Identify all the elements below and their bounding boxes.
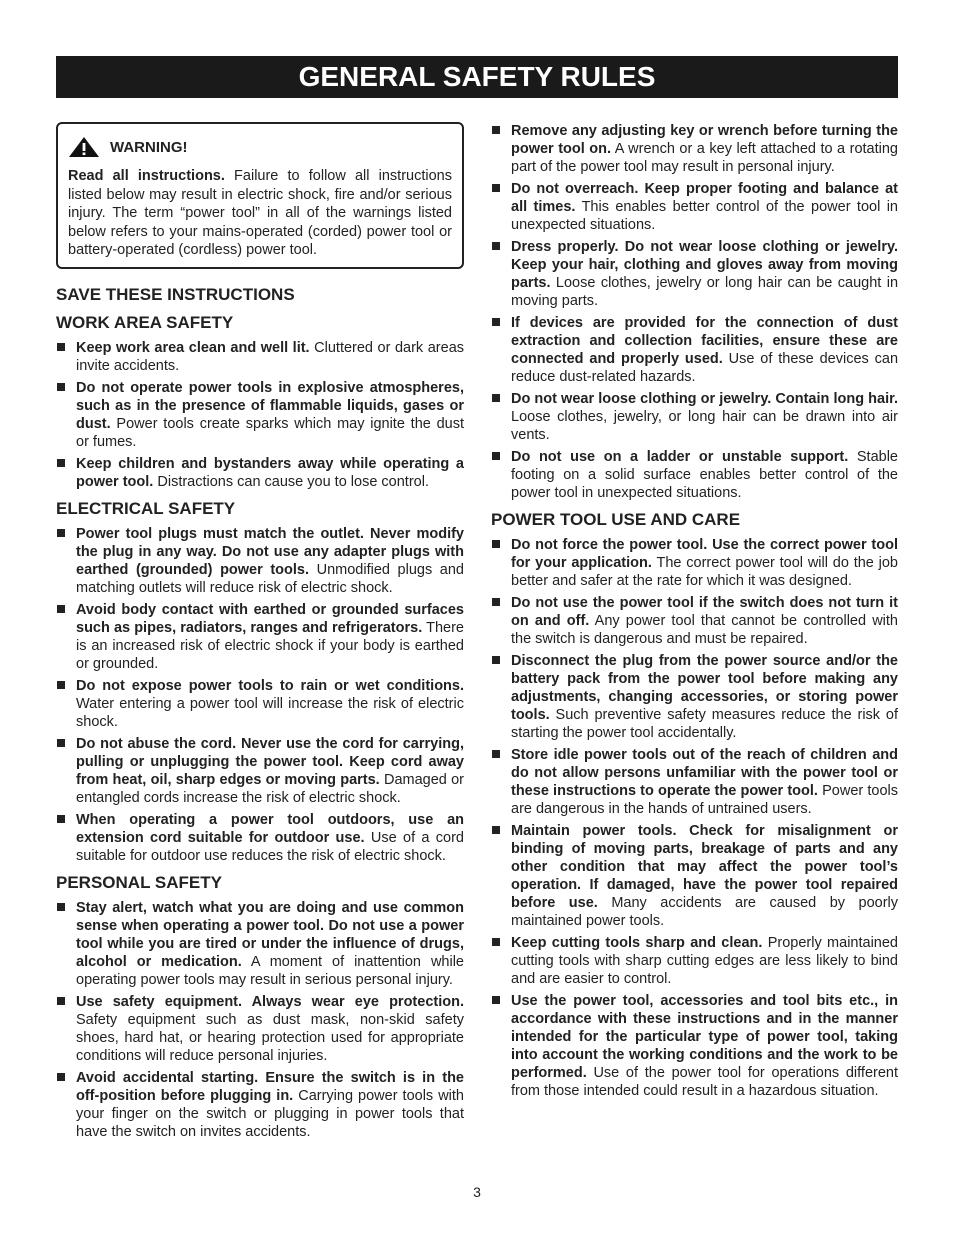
bullet-square-icon [492, 826, 500, 834]
page-title: GENERAL SAFETY RULES [298, 61, 656, 92]
rule-lead: Power tool plugs must match the outlet. Never modify the plug in any way. Do not use any adapter plugs with earthed (grounded) power tools. [76, 525, 464, 578]
rule-text: Loose clothes, jewelry, or long hair can be drawn into air vents. [511, 409, 898, 443]
work-area-rule [56, 455, 464, 491]
use-care-rule [491, 992, 898, 1100]
use-care-heading: POWER TOOL USE AND CARE [491, 510, 741, 529]
left-column [56, 122, 464, 1149]
rule-text: Use of a cord suitable for outdoor use reduces the risk of electric shock. [76, 829, 464, 864]
rule-lead: Do not use the power tool if the switch does not turn it on and off. [511, 595, 898, 629]
bullet-square-icon [57, 605, 65, 613]
rule-lead: Do not wear loose clothing or jewelry. Contain long hair. [511, 391, 898, 407]
rule-text: Carrying power tools with your finger on the switch or plugging in power tools that have the switch on invites accidents. [76, 1087, 464, 1140]
personal-rule [491, 390, 898, 444]
personal-heading: PERSONAL SAFETY [56, 872, 222, 892]
rule-text: The correct power tool will do the job better and safer at the rate for which it was designed. [511, 555, 898, 589]
right-column [491, 122, 898, 1108]
bullet-square-icon [492, 750, 500, 758]
work-area-heading: WORK AREA SAFETY [56, 312, 234, 332]
electrical-rule [56, 811, 464, 865]
rule-lead: Store idle power tools out of the reach of children and do not allow persons unfamiliar with the power tool or these instructions to operate the power tool. [511, 747, 898, 799]
rule-text: Damaged or entangled cords increase the risk of electric shock. [76, 771, 465, 806]
rule-lead: Do not operate power tools in explosive atmospheres, such as in the presence of flammable liquids, gases or dust. [76, 379, 464, 432]
personal-rule [56, 993, 464, 1065]
warning-title: WARNING! [110, 138, 188, 156]
bullet-square-icon [57, 529, 65, 537]
warning-triangle-icon [68, 136, 100, 158]
use-care-list [491, 536, 898, 1100]
personal-continued-list [491, 122, 898, 502]
bullet-square-icon [57, 1073, 65, 1081]
warning-box [56, 122, 464, 269]
rule-text: Loose clothes, jewelry or long hair can be caught in moving parts. [511, 275, 899, 309]
use-care-rule [491, 934, 898, 988]
rule-text: Properly maintained cutting tools with sharp cutting edges are less likely to bind and are easier to control. [511, 935, 898, 987]
rule-text: Unmodified plugs and matching outlets will reduce risk of electric shock. [76, 561, 464, 596]
warning-text [68, 167, 452, 260]
warning-lead: Read all instructions. [68, 168, 225, 184]
bullet-square-icon [492, 242, 500, 250]
bullet-square-icon [57, 343, 65, 351]
rule-text: Safety equipment such as dust mask, non-skid safety shoes, hard hat, or hearing protection used for appropriate conditions will reduce personal injuries. [76, 1011, 464, 1064]
electrical-rule [56, 735, 464, 807]
rule-lead: Disconnect the plug from the power source and/or the battery pack from the power tool before making any adjustments, changing accessories, or storing power tools. [511, 653, 898, 723]
rule-text: Use of the power tool for operations different from those intended could result in a hazardous situation. [511, 1065, 899, 1099]
rule-text: Use of these devices can reduce dust-related hazards. [511, 351, 899, 385]
personal-rule [56, 899, 464, 989]
rule-lead: Do not abuse the cord. Never use the cord for carrying, pulling or unplugging the power tool. Keep cord away from heat, oil, sharp edges or moving parts. [76, 735, 464, 788]
rule-lead: Avoid body contact with earthed or grounded surfaces such as pipes, radiators, ranges and refrigerators. [76, 601, 464, 636]
warning-header [68, 136, 452, 158]
bullet-square-icon [492, 656, 500, 664]
rule-lead: Use safety equipment. Always wear eye protection. [76, 993, 464, 1010]
rule-text: There is an increased risk of electric shock if your body is earthed or grounded. [76, 619, 464, 672]
bullet-square-icon [57, 903, 65, 911]
electrical-rule [56, 525, 464, 597]
save-instructions-heading: SAVE THESE INSTRUCTIONS [56, 284, 295, 304]
bullet-square-icon [492, 452, 500, 460]
work-area-rule [56, 379, 464, 451]
bullet-square-icon [492, 938, 500, 946]
rule-text: Stable footing on a solid surface enables better control of the power tool in unexpected situations. [511, 449, 898, 501]
rule-text: Power tools create sparks which may ignite the dust or fumes. [76, 415, 465, 450]
personal-rule [491, 238, 898, 310]
rule-lead: Stay alert, watch what you are doing and use common sense when operating a power tool. Do not use a power tool while you are tired or under the influence of drugs, alcohol or medication. [76, 899, 464, 970]
rule-lead: Keep work area clean and well lit. [76, 339, 310, 356]
page-number: 3 [473, 1184, 481, 1200]
personal-rule [491, 180, 898, 234]
personal-rule [491, 314, 898, 386]
bullet-square-icon [492, 394, 500, 402]
use-care-rule [491, 594, 898, 648]
rule-lead: Remove any adjusting key or wrench before turning the power tool on. [511, 123, 898, 157]
bullet-square-icon [492, 318, 500, 326]
electrical-rule [56, 677, 464, 731]
personal-rule [56, 1069, 464, 1141]
bullet-square-icon [492, 598, 500, 606]
bullet-square-icon [57, 459, 65, 467]
bullet-square-icon [492, 184, 500, 192]
bullet-square-icon [57, 681, 65, 689]
electrical-rule [56, 601, 464, 673]
bullet-square-icon [492, 540, 500, 548]
bullet-square-icon [57, 997, 65, 1005]
bullet-square-icon [492, 126, 500, 134]
rule-text: Such preventive safety measures reduce the risk of starting the power tool accidentally. [511, 707, 899, 741]
rule-lead: Do not use on a ladder or unstable support. [511, 449, 849, 465]
rule-lead: Keep cutting tools sharp and clean. [511, 935, 763, 951]
rule-lead: Keep children and bystanders away while operating a power tool. [76, 455, 464, 490]
rule-text: Many accidents are caused by poorly maintained power tools. [511, 895, 899, 929]
work-area-list [56, 339, 464, 491]
rule-lead: Avoid accidental starting. Ensure the switch is in the off-position before plugging in. [76, 1069, 464, 1104]
rule-text: Cluttered or dark areas invite accidents. [76, 339, 465, 374]
use-care-rule [491, 822, 898, 930]
bullet-square-icon [492, 996, 500, 1004]
personal-rule [491, 448, 898, 502]
rule-text: This enables better control of the power tool in unexpected situations. [511, 199, 898, 233]
use-care-rule [491, 536, 898, 590]
bullet-square-icon [57, 815, 65, 823]
rule-lead: When operating a power tool outdoors, use an extension cord suitable for outdoor use. [76, 811, 464, 846]
rule-lead: Use the power tool, accessories and tool bits etc., in accordance with these instructions and in the manner intended for the particular type of power tool, taking into account the working conditions and the work to be performed. [511, 993, 898, 1081]
rule-lead: Do not overreach. Keep proper footing and balance at all times. [511, 181, 898, 215]
bullet-square-icon [57, 383, 65, 391]
personal-rule [491, 122, 898, 176]
rule-lead: If devices are provided for the connection of dust extraction and collection facilities, ensure these are connected and properly used. [511, 315, 898, 367]
rule-lead: Maintain power tools. Check for misalignment or binding of moving parts, breakage of parts and any other condition that may affect the power tool’s operation. If damaged, have the power tool repaired before use. [511, 823, 898, 911]
rule-lead: Do not expose power tools to rain or wet conditions. [76, 677, 464, 694]
rule-text: A wrench or a key left attached to a rotating part of the power tool may result in personal injury. [511, 141, 898, 175]
rule-text: A moment of inattention while operating power tools may result in serious personal injury. [76, 953, 464, 988]
personal-list [56, 899, 464, 1141]
page-title-banner [56, 56, 898, 98]
rule-lead: Dress properly. Do not wear loose clothing or jewelry. Keep your hair, clothing and gloves away from moving parts. [511, 239, 898, 291]
use-care-rule [491, 652, 898, 742]
work-area-rule [56, 339, 464, 375]
warning-body: Failure to follow all instructions listed below may result in electric shock, fire and/or serious injury. The term “power tool” in all of the warnings listed below refers to your mains-operated (corded) power tool or battery-operated (cordless) power tool. [68, 168, 452, 259]
rule-text: Power tools are dangerous in the hands of untrained users. [511, 783, 898, 817]
rule-text: Any power tool that cannot be controlled with the switch is dangerous and must be repaired. [511, 613, 898, 647]
rule-text: Water entering a power tool will increase the risk of electric shock. [76, 695, 464, 730]
bullet-square-icon [57, 739, 65, 747]
electrical-heading: ELECTRICAL SAFETY [56, 498, 236, 518]
use-care-rule [491, 746, 898, 818]
rule-text: Distractions can cause you to lose control. [157, 473, 429, 490]
electrical-list [56, 525, 464, 865]
rule-lead: Do not force the power tool. Use the correct power tool for your application. [511, 537, 898, 571]
